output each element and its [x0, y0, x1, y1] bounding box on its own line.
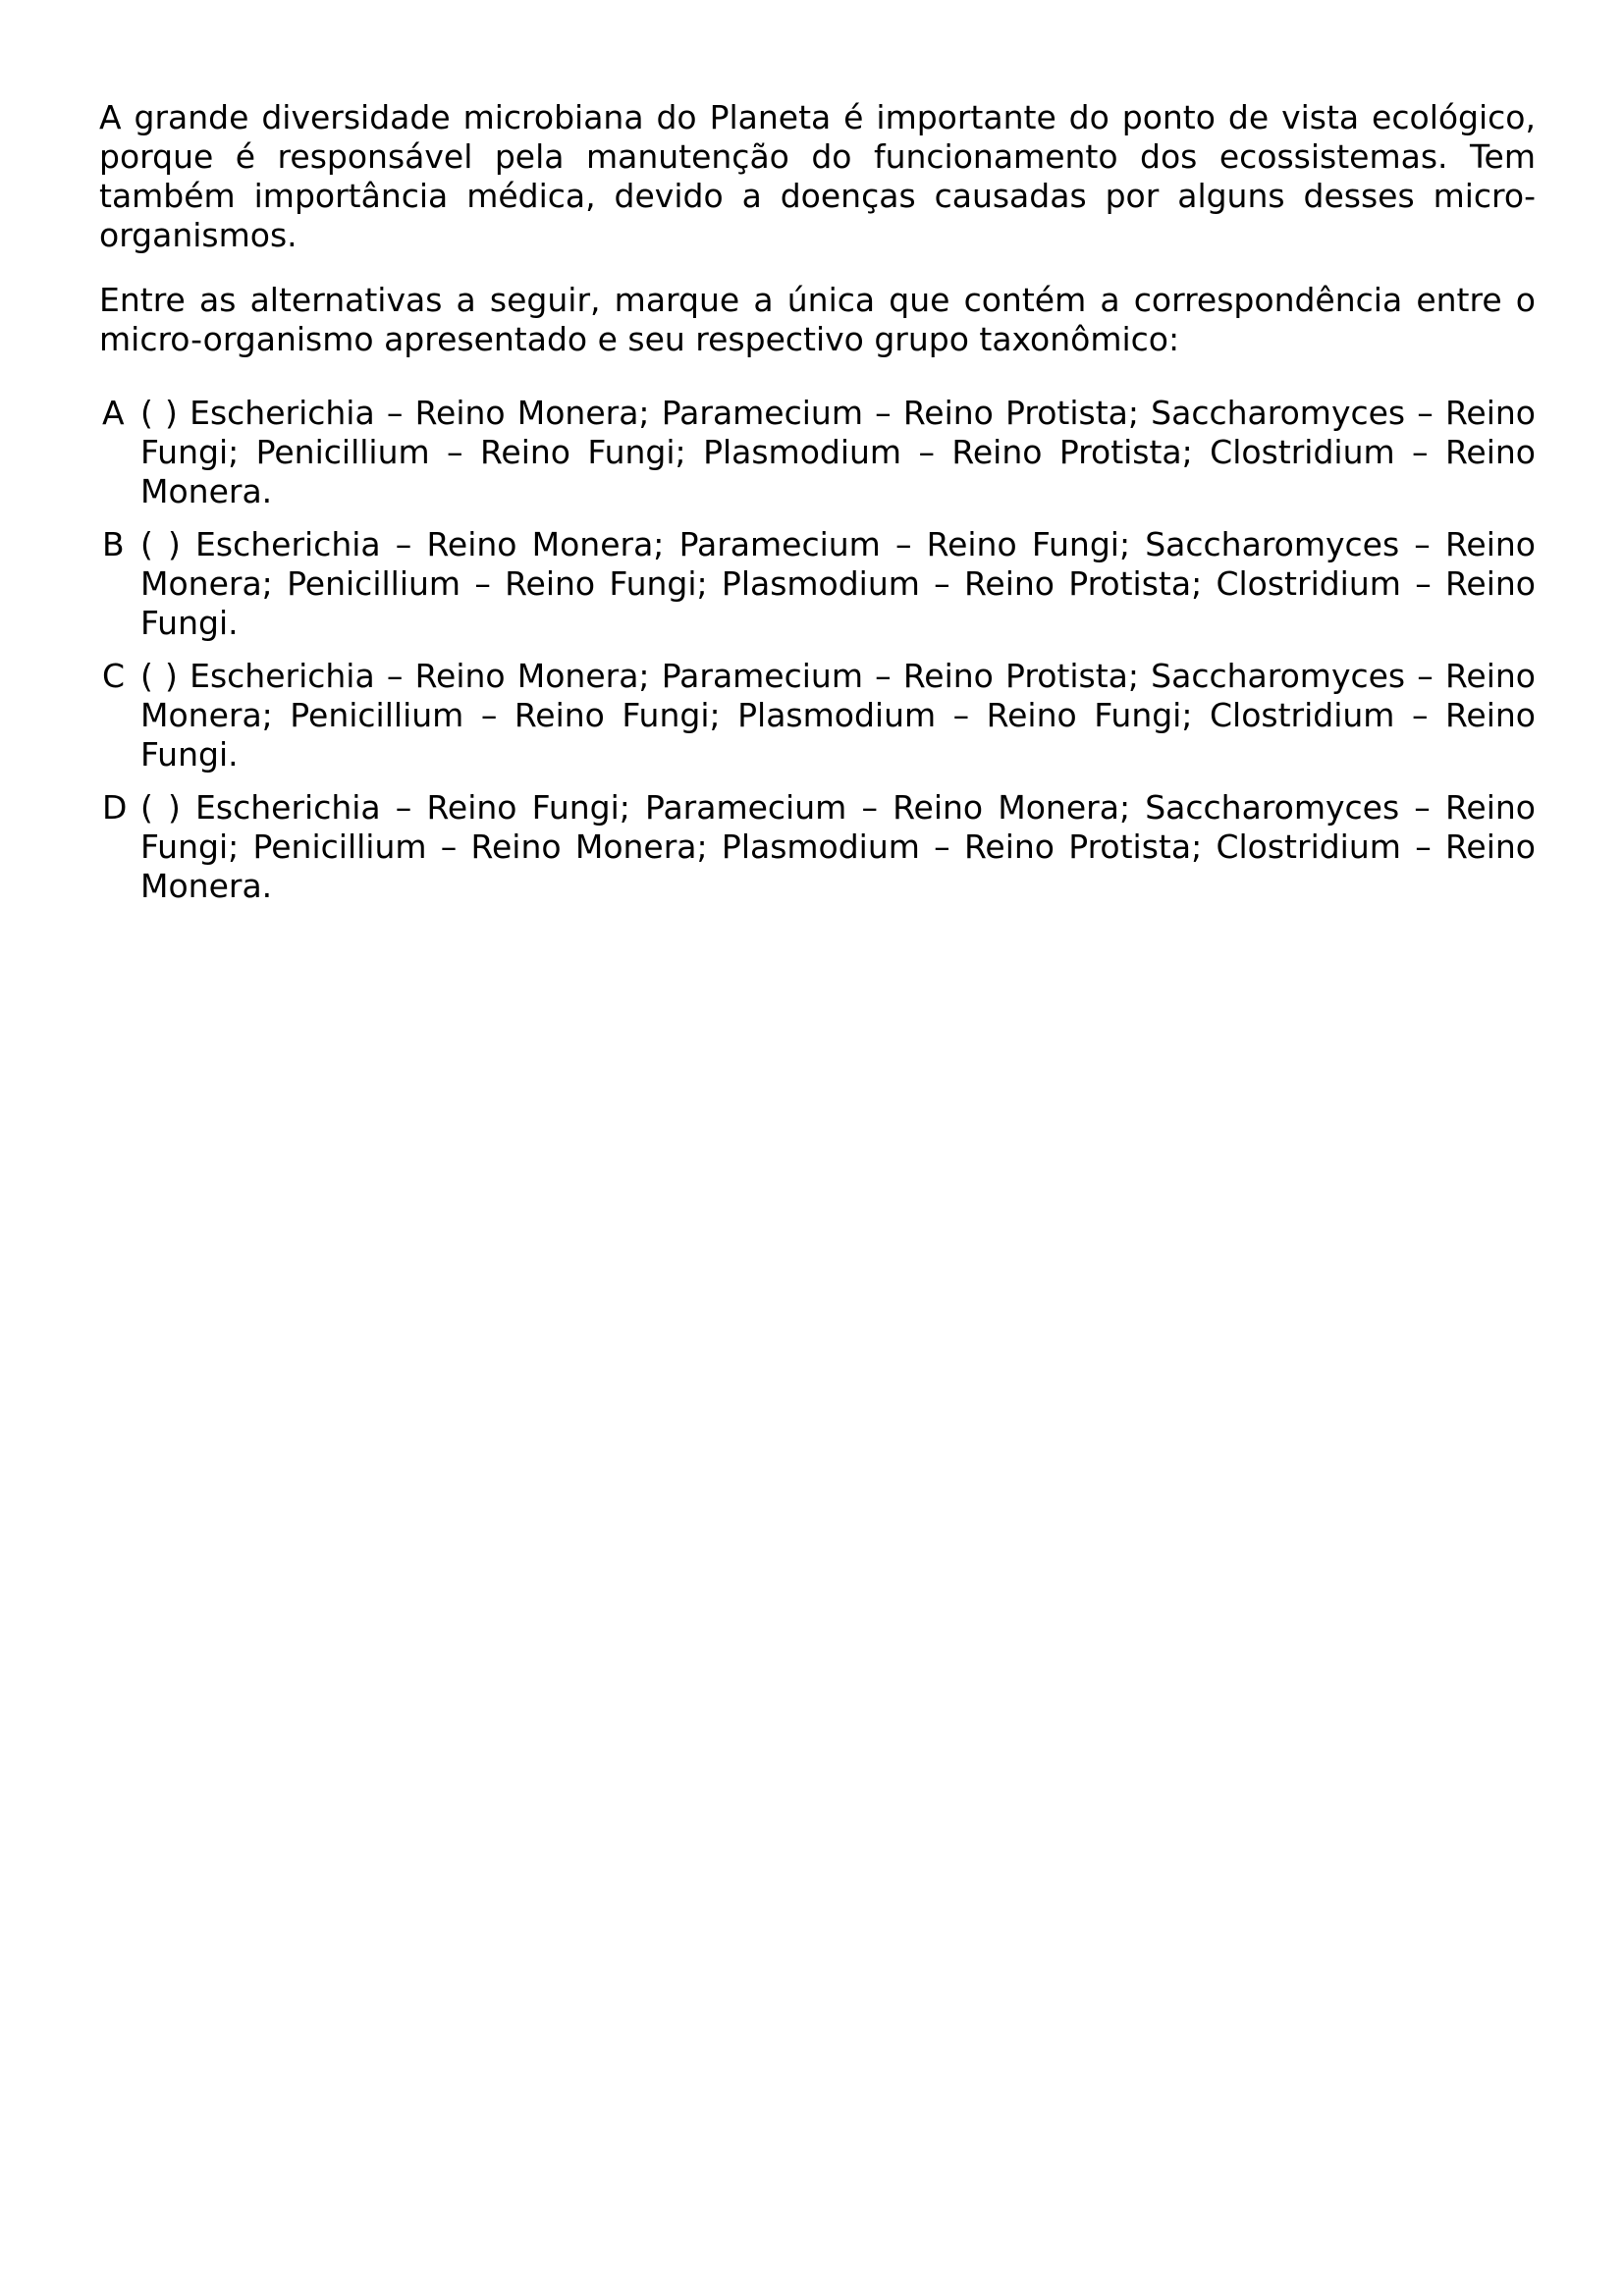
option-a[interactable]	[99, 394, 1536, 511]
option-d[interactable]	[99, 788, 1536, 906]
question-stem: Entre as alternativas a seguir, marque a única que contém a correspondência entre o micro-organismo apresentado e seu respectivo grupo taxonômico:	[99, 281, 1536, 358]
option-text: ( ) Escherichia – Reino Fungi; Paramecium – Reino Monera; Saccharomyces – Reino Fungi; Penicillium – Reino Monera; Plasmodium – Reino Protista; Clostridium – Reino Monera.	[140, 788, 1536, 905]
option-letter: D	[102, 788, 128, 827]
option-letter: B	[102, 525, 125, 563]
option-b[interactable]	[99, 525, 1536, 643]
option-text: ( ) Escherichia – Reino Monera; Paramecium – Reino Protista; Saccharomyces – Reino Monera; Penicillium – Reino Fungi; Plasmodium – Reino Fungi; Clostridium – Reino Fungi.	[140, 657, 1536, 774]
option-letter: C	[102, 657, 126, 695]
answer-options	[99, 394, 1536, 906]
option-c[interactable]	[99, 657, 1536, 774]
option-text: ( ) Escherichia – Reino Monera; Paramecium – Reino Protista; Saccharomyces – Reino Fungi; Penicillium – Reino Fungi; Plasmodium – Reino Protista; Clostridium – Reino Monera.	[140, 394, 1536, 510]
option-letter: A	[102, 394, 125, 432]
intro-paragraph: A grande diversidade microbiana do Planeta é importante do ponto de vista ecológico, porque é responsável pela manutenção do funcionamento dos ecossistemas. Tem também importância médica, devido a doenças causadas por alguns desses microorganismos.	[99, 98, 1536, 254]
option-text: ( ) Escherichia – Reino Monera; Paramecium – Reino Fungi; Saccharomyces – Reino Monera; Penicillium – Reino Fungi; Plasmodium – Reino Protista; Clostridium – Reino Fungi.	[140, 525, 1536, 642]
